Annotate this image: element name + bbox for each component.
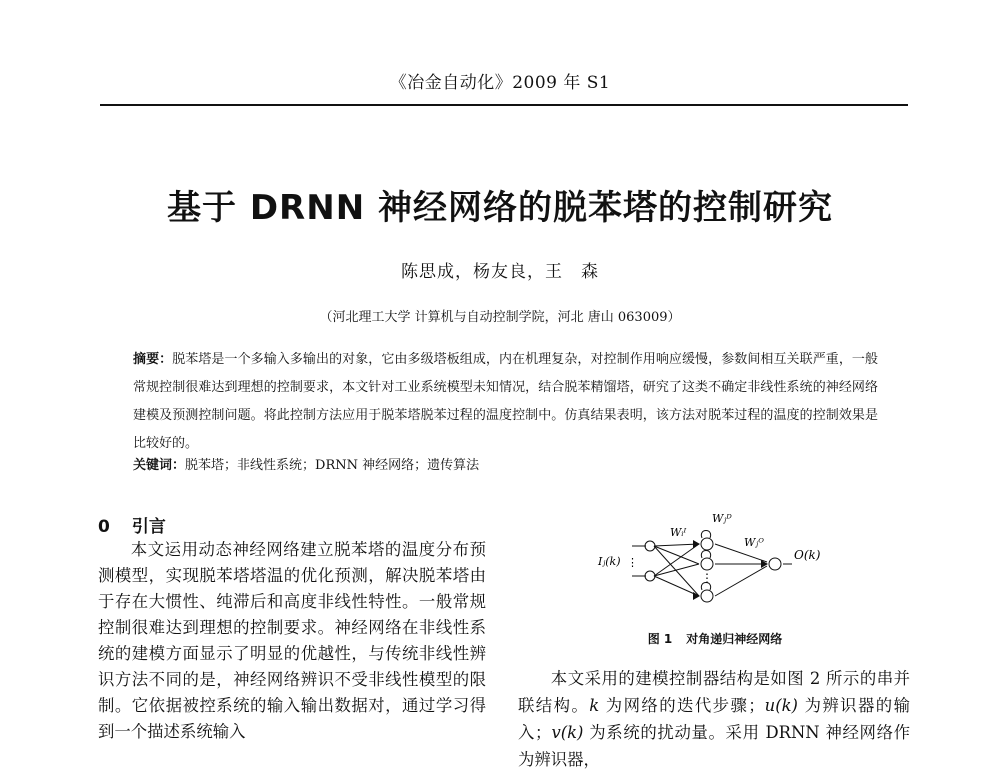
authors: 陈思成，杨友良，王 森 xyxy=(401,262,599,282)
output-node xyxy=(769,558,781,570)
method-text-2: 为网络的迭代步骤； xyxy=(599,696,765,715)
paper-title: 基于 DRNN 神经网络的脱苯塔的控制研究 xyxy=(167,188,833,228)
section-title: 引言 xyxy=(131,517,166,537)
figure-1-diagram xyxy=(596,506,846,616)
hidden-node xyxy=(701,538,713,550)
section-number: 0 xyxy=(98,517,110,537)
math-v: v(k) xyxy=(551,723,584,742)
abstract xyxy=(133,346,878,458)
intro-paragraph: 本文运用动态神经网络建立脱苯塔的温度分布预测模型，实现脱苯塔塔温的优化预测，解决脱苯塔由于存在大惯性、纯滞后和高度非线性特性。一般常规控制很难达到理想的控制要求。神经网络在非线性系统的建模方面显示了明显的优越性，与传统非线性辨识方法不同的是，神经网络辨识不受非线性模型的限制。它依据被控系统的输入输出数据对，通过学习得到一个描述系统输入 xyxy=(98,540,486,741)
recurrent-loop xyxy=(701,531,710,539)
recurrent-loop xyxy=(701,551,710,559)
abstract-text: 脱苯塔是一个多输入多输出的对象，它由多级塔板组成，内在机理复杂，对控制作用响应缓慢，参数间相互关联严重，一般常规控制很难达到理想的控制要求，本文针对工业系统模型未知情况，结合脱苯精馏塔，研究了这类不确定非线性系统的神经网络建模及预测控制问题。将此控制方法应用于脱苯塔脱苯过程的温度控制中。仿真结果表明，该方法对脱苯过程的温度的控制效果是比较好的。 xyxy=(133,352,878,451)
hidden-node xyxy=(701,590,713,602)
affiliation: （河北理工大学 计算机与自动控制学院，河北 唐山 063009） xyxy=(319,310,681,325)
header-rule xyxy=(100,104,908,106)
keywords xyxy=(133,456,878,476)
figure-caption-text: 对角递归神经网络 xyxy=(686,632,783,646)
input-label: Iⱼ(k) xyxy=(598,555,621,568)
method-text-4: 为系统的扰动量。采用 DRNN 神经网络作为辨识器， xyxy=(518,723,911,769)
edge xyxy=(654,564,699,576)
drnn-network-diagram xyxy=(596,506,846,616)
keywords-label: 关键词： xyxy=(133,458,186,473)
arrowhead xyxy=(693,540,700,548)
journal-header: 《冶金自动化》2009 年 S1 xyxy=(389,73,611,93)
input-node xyxy=(645,571,655,581)
figure-caption xyxy=(590,630,840,647)
keywords-text: 脱苯塔；非线性系统；DRNN 神经网络；遗传算法 xyxy=(185,458,480,473)
edge xyxy=(654,576,699,596)
edge xyxy=(715,566,767,596)
input-dots: ⋮ xyxy=(627,556,638,569)
output-weight-label: Wⱼᴼ xyxy=(744,536,764,549)
figure-number: 图 1 xyxy=(647,632,673,646)
math-u: u(k) xyxy=(764,696,798,715)
input-node xyxy=(645,541,655,551)
hidden-dots: ⋮ xyxy=(701,571,713,585)
method-text-3: 为辨识器的输入； xyxy=(518,696,910,742)
method-paragraph xyxy=(518,665,910,773)
edge xyxy=(654,544,699,546)
recurrent-weight-label: Wⱼᴰ xyxy=(712,512,732,525)
input-weight-label: Wᵢᴵ xyxy=(670,526,687,539)
left-column xyxy=(98,537,486,745)
section-heading xyxy=(98,512,166,537)
math-k: k xyxy=(589,696,600,715)
abstract-label: 摘要： xyxy=(133,352,173,367)
right-column xyxy=(518,665,910,773)
output-label: O(k) xyxy=(794,548,821,562)
method-text-1: 本文采用的建模控制器结构是如图 2 所示的串并联结构。 xyxy=(518,669,910,715)
hidden-node xyxy=(701,558,713,570)
